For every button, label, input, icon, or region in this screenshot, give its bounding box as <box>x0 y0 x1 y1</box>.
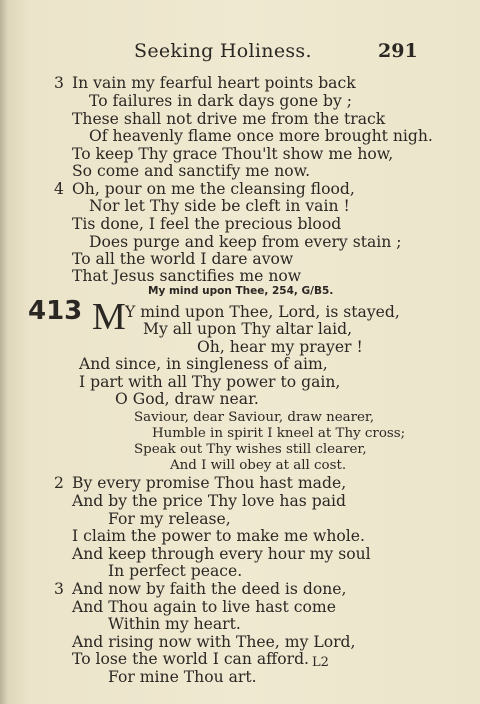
verse-line: 4 Oh, pour on me the cleansing flood, <box>54 180 355 198</box>
verse-line: 2 By every promise Thou hast made, <box>54 474 347 492</box>
running-title: Seeking Holiness. <box>134 40 312 62</box>
page-gutter-edge <box>0 0 8 704</box>
verse-line: And rising now with Thee, my Lord, <box>72 633 356 651</box>
verse-line: And since, in singleness of aim, <box>79 355 328 373</box>
verse-line: Tis done, I feel the precious blood <box>72 215 342 233</box>
verse-line: These shall not drive me from the track <box>72 110 386 128</box>
verse-line: Does purge and keep from every stain ; <box>89 233 402 251</box>
verse-line: 3 In vain my fearful heart points back <box>54 74 356 92</box>
chorus-line: Humble in spirit I kneel at Thy cross; <box>152 426 406 441</box>
chorus-line: And I will obey at all cost. <box>170 458 347 473</box>
verse-line: And Thou again to live hast come <box>72 598 336 616</box>
chorus-line: Saviour, dear Saviour, draw nearer, <box>134 410 375 425</box>
verse-line: And keep through every hour my soul <box>72 545 371 563</box>
verse-line: To failures in dark days gone by ; <box>89 92 353 110</box>
verse-line: Y mind upon Thee, Lord, is stayed, <box>125 303 400 321</box>
verse-line: In perfect peace. <box>108 562 243 580</box>
verse-line: To lose the world I can afford. <box>72 650 310 668</box>
page-header <box>0 40 480 66</box>
tune-reference: My mind upon Thee, 254, G/B5. <box>148 285 334 297</box>
verse-line: For mine Thou art. <box>108 668 257 686</box>
page-number: 291 <box>378 40 418 62</box>
verse-line: That Jesus sanctifies me now <box>72 267 302 285</box>
verse-line: 3 And now by faith the deed is done, <box>54 580 347 598</box>
drop-cap: M <box>92 296 126 338</box>
verse-line: Of heavenly flame once more brought nigh. <box>89 127 433 145</box>
verse-line: My all upon Thy altar laid, <box>143 320 353 338</box>
verse-line: Oh, hear my prayer ! <box>197 338 363 356</box>
verse-line: So come and sanctify me now. <box>72 162 311 180</box>
verse-line: Within my heart. <box>108 615 241 633</box>
hymn-number: 413 <box>28 296 83 326</box>
verse-line: I part with all Thy power to gain, <box>79 373 341 391</box>
verse-line: Nor let Thy side be cleft in vain ! <box>89 197 350 215</box>
verse-line: I claim the power to make me whole. <box>72 527 365 545</box>
verse-line: To all the world I dare avow <box>72 250 294 268</box>
chorus-line: Speak out Thy wishes still clearer, <box>134 442 367 457</box>
verse-line: And by the price Thy love has paid <box>72 492 346 510</box>
verse-line: For my release, <box>108 510 231 528</box>
verse-line: To keep Thy grace Thou'lt show me how, <box>72 145 394 163</box>
verse-line: O God, draw near. <box>115 390 259 408</box>
printer-signature: L2 <box>312 655 329 670</box>
